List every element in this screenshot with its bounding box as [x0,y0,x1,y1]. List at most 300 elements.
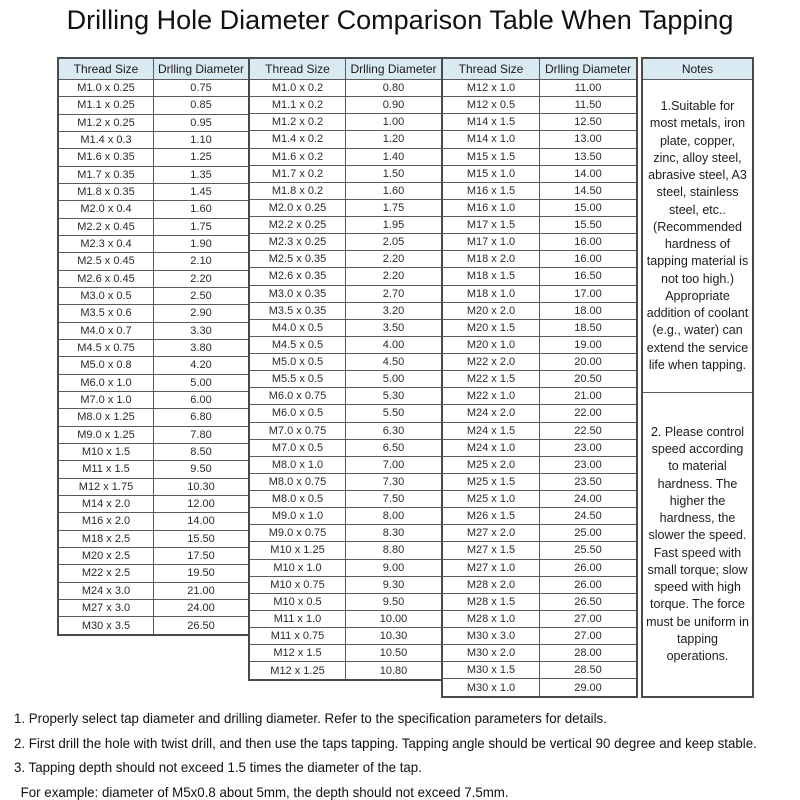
table-row [442,439,637,456]
thread-size-cell: M30 x 1.0 [442,679,540,697]
drilling-diameter-cell: 19.50 [154,565,250,582]
table-row [58,201,249,218]
drilling-diameter-cell: 20.00 [540,354,638,371]
thread-size-cell: M30 x 2.0 [442,645,540,662]
drilling-diameter-cell: 6.30 [346,422,443,439]
table-row [442,97,637,114]
table-row [249,268,442,285]
thread-size-cell: M6.0 x 1.0 [58,374,154,391]
table-row [58,582,249,599]
thread-size-cell: M2.2 x 0.25 [249,217,346,234]
drilling-diameter-cell: 16.00 [540,234,638,251]
drilling-diameter-cell: 9.50 [154,461,250,478]
table-row [442,251,637,268]
table-row [442,525,637,542]
table-row [58,218,249,235]
thread-size-cell: M1.7 x 0.2 [249,165,346,182]
thread-size-cell: M24 x 2.0 [442,405,540,422]
drilling-diameter-cell: 2.90 [154,305,250,322]
drilling-diameter-cell: 1.60 [346,182,443,199]
thread-size-cell: M2.5 x 0.45 [58,253,154,270]
thread-size-cell: M22 x 2.0 [442,354,540,371]
table-row [58,478,249,495]
table-row [58,443,249,460]
table-row [58,253,249,270]
drilling-diameter-cell: 4.50 [346,354,443,371]
drilling-diameter-cell: 12.00 [154,495,250,512]
drilling-diameter-cell: 25.50 [540,542,638,559]
thread-size-cell: M20 x 2.5 [58,547,154,564]
table-row [442,302,637,319]
table-row [249,508,442,525]
header-row [58,58,249,80]
table-row [249,285,442,302]
table-row [442,662,637,679]
thread-size-cell: M7.0 x 0.5 [249,439,346,456]
table-row [442,610,637,627]
drilling-diameter-cell: 23.00 [540,439,638,456]
table-row [58,547,249,564]
table-row [58,305,249,322]
thread-size-cell: M11 x 0.75 [249,628,346,645]
thread-size-cell: M6.0 x 0.75 [249,388,346,405]
drilling-diameter-cell: 4.20 [154,357,250,374]
thread-size-cell: M18 x 1.0 [442,285,540,302]
thread-size-cell: M16 x 1.0 [442,199,540,216]
drilling-diameter-cell: 23.50 [540,473,638,490]
thread-size-cell: M26 x 1.5 [442,508,540,525]
thread-size-cell: M10 x 1.5 [58,443,154,460]
table-row [58,513,249,530]
drilling-diameter-cell: 14.00 [154,513,250,530]
footer-note-2: 2. First drill the hole with twist drill, and then use the taps tapping. Tapping angle should be vertical 90 degree and keep stable. [14,734,757,751]
drilling-diameter-cell: 1.00 [346,114,443,131]
footer-notes [14,706,784,800]
table-row [442,542,637,559]
drilling-diameter-cell: 18.50 [540,319,638,336]
drilling-diameter-cell: 5.00 [346,371,443,388]
drilling-diameter-cell: 17.00 [540,285,638,302]
table-row [249,336,442,353]
drilling-diameter-cell: 1.20 [346,131,443,148]
thread-size-cell: M4.0 x 0.7 [58,322,154,339]
thread-size-cell: M8.0 x 0.5 [249,491,346,508]
drilling-diameter-cell: 14.50 [540,182,638,199]
drilling-diameter-cell: 10.30 [154,478,250,495]
thread-size-cell: M8.0 x 1.0 [249,456,346,473]
table-row [249,388,442,405]
drilling-diameter-cell: 25.00 [540,525,638,542]
thread-size-cell: M27 x 3.0 [58,599,154,616]
table-row [442,645,637,662]
footer-note-example: For example: diameter of M5x0.8 about 5mm, the depth should not exceed 7.5mm. [20,783,509,800]
table-row [58,166,249,183]
page-title: Drilling Hole Diameter Comparison Table When Tapping [66,5,734,35]
thread-size-cell: M25 x 1.0 [442,491,540,508]
thread-size-cell: M9.0 x 0.75 [249,525,346,542]
table-row [249,131,442,148]
thread-size-cell: M1.0 x 0.2 [249,80,346,97]
drilling-diameter-cell: 10.80 [346,662,443,680]
drilling-diameter-cell: 23.00 [540,456,638,473]
drilling-diameter-cell: 0.80 [346,80,443,97]
thread-size-cell: M28 x 1.0 [442,610,540,627]
drilling-diameter-cell: 1.60 [154,201,250,218]
thread-size-cell: M28 x 1.5 [442,593,540,610]
drilling-diameter-header: Drlling Diameter [346,58,443,80]
table-row [58,131,249,148]
table-row [442,405,637,422]
drilling-diameter-cell: 26.00 [540,576,638,593]
thread-size-cell: M2.3 x 0.25 [249,234,346,251]
drilling-diameter-cell: 22.00 [540,405,638,422]
drilling-diameter-cell: 6.00 [154,391,250,408]
table-row [58,530,249,547]
table-row [442,268,637,285]
thread-size-cell: M12 x 1.75 [58,478,154,495]
thread-size-cell: M27 x 2.0 [442,525,540,542]
table-row [249,422,442,439]
table-row [249,491,442,508]
thread-size-cell: M18 x 2.5 [58,530,154,547]
table-row [442,473,637,490]
comparison-table-group [57,57,754,698]
drilling-diameter-cell: 20.50 [540,371,638,388]
table-row [442,165,637,182]
drilling-diameter-cell: 8.80 [346,542,443,559]
thread-size-header: Thread Size [249,58,346,80]
table-row [249,439,442,456]
drilling-diameter-cell: 21.00 [154,582,250,599]
thread-size-cell: M14 x 1.0 [442,131,540,148]
table-row [249,182,442,199]
table-row [58,235,249,252]
drilling-diameter-cell: 28.50 [540,662,638,679]
table-row [249,251,442,268]
thread-size-cell: M5.0 x 0.5 [249,354,346,371]
table-row [58,270,249,287]
table-row [249,542,442,559]
thread-size-cell: M1.0 x 0.25 [58,80,154,97]
thread-size-cell: M17 x 1.5 [442,217,540,234]
thread-size-cell: M18 x 2.0 [442,251,540,268]
drilling-diameter-cell: 0.90 [346,97,443,114]
table-row [58,339,249,356]
thread-size-cell: M1.7 x 0.35 [58,166,154,183]
table-row [249,473,442,490]
thread-size-cell: M20 x 1.0 [442,336,540,353]
drilling-diameter-cell: 7.50 [346,491,443,508]
drilling-diameter-cell: 5.30 [346,388,443,405]
thread-size-cell: M30 x 3.0 [442,628,540,645]
drilling-diameter-cell: 14.00 [540,165,638,182]
thread-size-cell: M28 x 2.0 [442,576,540,593]
table-row [249,199,442,216]
drilling-diameter-cell: 1.40 [346,148,443,165]
drilling-diameter-header: Drlling Diameter [540,58,638,80]
drilling-diameter-cell: 10.50 [346,645,443,662]
notes-column [641,57,754,698]
thread-size-cell: M1.1 x 0.25 [58,97,154,114]
table-row [249,114,442,131]
table-row [249,354,442,371]
table-row [442,217,637,234]
table-row [442,559,637,576]
drilling-diameter-cell: 2.20 [346,251,443,268]
drilling-diameter-cell: 16.50 [540,268,638,285]
drilling-diameter-cell: 13.50 [540,148,638,165]
table-row [58,97,249,114]
drilling-diameter-cell: 1.75 [154,218,250,235]
table-row [58,617,249,635]
drilling-diameter-cell: 1.95 [346,217,443,234]
drilling-diameter-cell: 1.35 [154,166,250,183]
thread-size-cell: M14 x 2.0 [58,495,154,512]
thread-size-cell: M12 x 0.5 [442,97,540,114]
drilling-diameter-cell: 1.75 [346,199,443,216]
thread-size-cell: M4.5 x 0.5 [249,336,346,353]
drilling-diameter-cell: 26.50 [154,617,250,635]
thread-size-cell: M11 x 1.0 [249,610,346,627]
table-row [58,149,249,166]
table-row [249,576,442,593]
table-row [442,576,637,593]
table-row [442,131,637,148]
thread-size-cell: M1.2 x 0.2 [249,114,346,131]
table-row [442,593,637,610]
table-row [442,80,637,97]
footer-note-1: 1. Properly select tap diameter and drilling diameter. Refer to the specification parameters for details. [14,710,607,726]
table-row [249,405,442,422]
header-row [442,58,637,80]
thread-size-cell: M22 x 2.5 [58,565,154,582]
table-row [249,165,442,182]
table-row [58,357,249,374]
footer-note-3: 3. Tapping depth should not exceed 1.5 times the diameter of the tap. [14,759,422,775]
table-row [249,662,442,680]
table-row [442,508,637,525]
notes-header: Notes [643,59,752,80]
table-row [58,426,249,443]
drilling-diameter-cell: 7.00 [346,456,443,473]
thread-size-cell: M3.0 x 0.5 [58,287,154,304]
drilling-diameter-cell: 3.80 [154,339,250,356]
drilling-diameter-cell: 8.00 [346,508,443,525]
table-row [58,183,249,200]
table-row [249,610,442,627]
drilling-diameter-cell: 3.50 [346,319,443,336]
thread-size-cell: M25 x 1.5 [442,473,540,490]
drilling-diameter-cell: 16.00 [540,251,638,268]
drilling-diameter-cell: 13.00 [540,131,638,148]
thread-size-cell: M3.5 x 0.35 [249,302,346,319]
drilling-diameter-cell: 21.00 [540,388,638,405]
table-row [249,217,442,234]
thread-size-cell: M11 x 1.5 [58,461,154,478]
table-row [249,628,442,645]
thread-size-cell: M14 x 1.5 [442,114,540,131]
drilling-diameter-cell: 17.50 [154,547,250,564]
drilling-diameter-cell: 10.30 [346,628,443,645]
drilling-diameter-cell: 8.50 [154,443,250,460]
drilling-diameter-cell: 2.20 [346,268,443,285]
table-row [249,302,442,319]
thread-size-cell: M5.5 x 0.5 [249,371,346,388]
thread-size-cell: M12 x 1.0 [442,80,540,97]
table-row [58,461,249,478]
drilling-diameter-cell: 26.00 [540,559,638,576]
thread-size-cell: M2.0 x 0.4 [58,201,154,218]
table-row [58,287,249,304]
drilling-diameter-cell: 4.00 [346,336,443,353]
drilling-diameter-cell: 2.70 [346,285,443,302]
thread-size-cell: M2.6 x 0.45 [58,270,154,287]
thread-size-cell: M22 x 1.0 [442,388,540,405]
thread-size-cell: M1.4 x 0.2 [249,131,346,148]
thread-size-cell: M17 x 1.0 [442,234,540,251]
thread-size-cell: M7.0 x 1.0 [58,391,154,408]
thread-size-cell: M15 x 1.0 [442,165,540,182]
table-row [442,422,637,439]
thread-table-2 [248,57,443,681]
thread-size-cell: M10 x 0.5 [249,593,346,610]
thread-size-cell: M22 x 1.5 [442,371,540,388]
thread-size-cell: M1.2 x 0.25 [58,114,154,131]
thread-size-cell: M7.0 x 0.75 [249,422,346,439]
table-row [442,371,637,388]
thread-size-cell: M10 x 1.25 [249,542,346,559]
table-row [442,679,637,697]
thread-size-cell: M2.2 x 0.45 [58,218,154,235]
thread-size-cell: M10 x 1.0 [249,559,346,576]
thread-size-cell: M1.6 x 0.2 [249,148,346,165]
thread-size-cell: M16 x 1.5 [442,182,540,199]
drilling-diameter-cell: 9.30 [346,576,443,593]
drilling-diameter-cell: 2.20 [154,270,250,287]
thread-size-cell: M30 x 3.5 [58,617,154,635]
table-row [442,491,637,508]
drilling-diameter-cell: 1.10 [154,131,250,148]
table-row [442,234,637,251]
drilling-diameter-cell: 0.75 [154,80,250,97]
drilling-diameter-cell: 29.00 [540,679,638,697]
thread-size-cell: M3.5 x 0.6 [58,305,154,322]
table-row [442,148,637,165]
table-row [58,409,249,426]
thread-size-cell: M20 x 2.0 [442,302,540,319]
table-row [58,495,249,512]
thread-size-cell: M2.0 x 0.25 [249,199,346,216]
table-row [249,97,442,114]
thread-size-cell: M1.8 x 0.35 [58,183,154,200]
thread-size-cell: M2.3 x 0.4 [58,235,154,252]
drilling-diameter-cell: 10.00 [346,610,443,627]
drilling-diameter-cell: 11.00 [540,80,638,97]
table-row [249,319,442,336]
table-row [442,285,637,302]
table-row [442,336,637,353]
drilling-diameter-cell: 18.00 [540,302,638,319]
note-speed: 2. Please control speed according to material hardness. The higher the hardness, the slower the speed. Fast speed with small torque; slow speed with high torque. The force must be uniform in tapping operations. [646,424,749,663]
thread-size-cell: M5.0 x 0.8 [58,357,154,374]
thread-size-cell: M24 x 3.0 [58,582,154,599]
table-row [442,199,637,216]
table-row [442,319,637,336]
drilling-diameter-cell: 24.00 [154,599,250,616]
thread-size-cell: M1.6 x 0.35 [58,149,154,166]
table-row [249,645,442,662]
drilling-diameter-cell: 1.50 [346,165,443,182]
drilling-diameter-cell: 28.00 [540,645,638,662]
header-row [249,58,442,80]
drilling-diameter-cell: 19.00 [540,336,638,353]
table-row [249,80,442,97]
drilling-diameter-cell: 22.50 [540,422,638,439]
thread-size-cell: M27 x 1.0 [442,559,540,576]
drilling-diameter-cell: 24.00 [540,491,638,508]
drilling-diameter-cell: 8.30 [346,525,443,542]
thread-size-header: Thread Size [58,58,154,80]
drilling-diameter-cell: 3.30 [154,322,250,339]
thread-size-cell: M25 x 2.0 [442,456,540,473]
thread-size-cell: M24 x 1.0 [442,439,540,456]
thread-size-cell: M18 x 1.5 [442,268,540,285]
table-row [442,354,637,371]
table-row [249,371,442,388]
drilling-diameter-cell: 27.00 [540,610,638,627]
table-row [249,593,442,610]
drilling-diameter-cell: 2.05 [346,234,443,251]
thread-size-cell: M4.0 x 0.5 [249,319,346,336]
drilling-diameter-cell: 7.30 [346,473,443,490]
table-row [58,565,249,582]
thread-size-cell: M16 x 2.0 [58,513,154,530]
drilling-diameter-cell: 15.50 [154,530,250,547]
thread-size-cell: M1.1 x 0.2 [249,97,346,114]
thread-size-cell: M15 x 1.5 [442,148,540,165]
drilling-diameter-cell: 3.20 [346,302,443,319]
drilling-diameter-cell: 1.45 [154,183,250,200]
drilling-diameter-cell: 15.50 [540,217,638,234]
drilling-diameter-cell: 6.80 [154,409,250,426]
thread-size-header: Thread Size [442,58,540,80]
drilling-diameter-cell: 1.25 [154,149,250,166]
drilling-diameter-header: Drlling Diameter [154,58,250,80]
thread-size-cell: M2.6 x 0.35 [249,268,346,285]
note-material: 1.Suitable for most metals, iron plate, copper, zinc, alloy steel, abrasive steel, A3 steel, stainless steel, etc..(Recommended hardness of tapping material is not too high.) Appropriate addition of coolant (e.g., water) can extend the service life when tapping. [643,80,752,393]
thread-table-3 [441,57,638,698]
thread-size-cell: M1.4 x 0.3 [58,131,154,148]
thread-size-cell: M1.8 x 0.2 [249,182,346,199]
table-row [58,114,249,131]
drilling-diameter-cell: 11.50 [540,97,638,114]
thread-size-cell: M12 x 1.25 [249,662,346,680]
drilling-diameter-cell: 27.00 [540,628,638,645]
table-row [249,559,442,576]
table-row [249,525,442,542]
thread-size-cell: M8.0 x 1.25 [58,409,154,426]
drilling-diameter-cell: 0.85 [154,97,250,114]
drilling-diameter-cell: 9.50 [346,593,443,610]
table-row [442,388,637,405]
table-row [249,234,442,251]
drilling-diameter-cell: 1.90 [154,235,250,252]
table-row [58,391,249,408]
drilling-diameter-cell: 15.00 [540,199,638,216]
drilling-diameter-cell: 7.80 [154,426,250,443]
thread-size-cell: M2.5 x 0.35 [249,251,346,268]
drilling-diameter-cell: 0.95 [154,114,250,131]
